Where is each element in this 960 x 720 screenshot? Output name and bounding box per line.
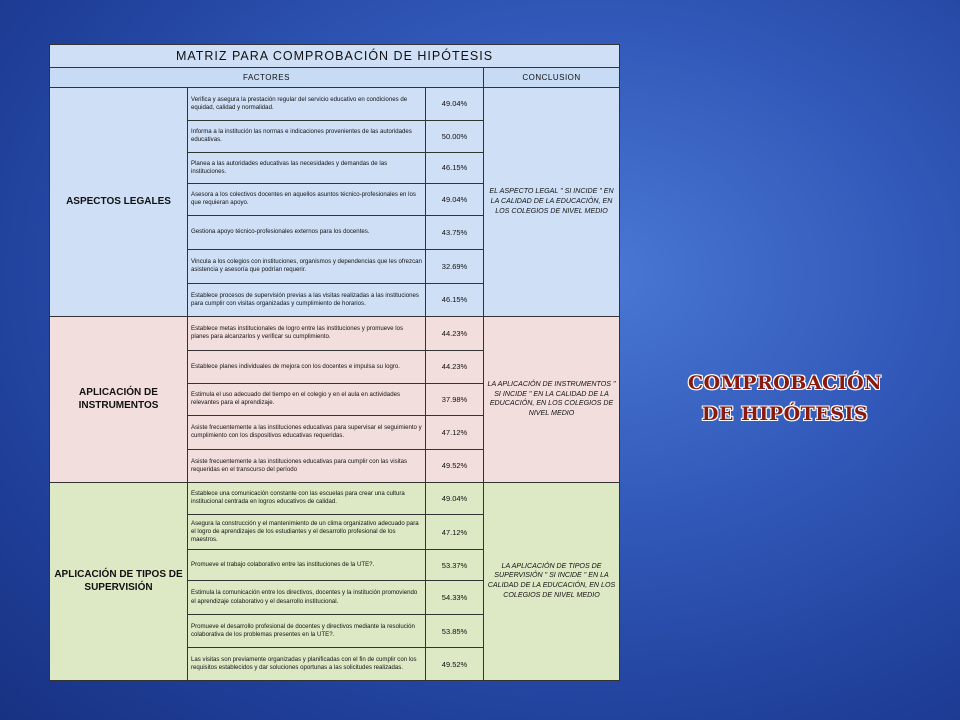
matrix-title-row bbox=[50, 45, 620, 68]
category-cell: APLICACIÓN DE TIPOS DE SUPERVISIÓN bbox=[50, 482, 188, 680]
factor-percentage: 44.23% bbox=[426, 350, 484, 384]
factor-percentage: 53.85% bbox=[426, 614, 484, 648]
factor-description: Asesora a los colectivos docentes en aquellos asuntos técnico-profesionales en los que requieran apoyo. bbox=[188, 184, 426, 215]
factor-description: Asiste frecuentemente a las instituciones educativas para supervisar el seguimiento y cumplimiento con los dispositivos educativas requeridas. bbox=[188, 415, 426, 450]
factor-description: Asiste frecuentemente a las instituciones educativas para cumplir con las visitas requeridas en el transcurso del período bbox=[188, 450, 426, 483]
conclusion-cell: EL ASPECTO LEGAL " SI INCIDE " EN LA CALIDAD DE LA EDUCACIÓN, EN LOS COLEGIOS DE NIVEL MEDIO bbox=[484, 87, 620, 317]
factor-percentage: 32.69% bbox=[426, 250, 484, 284]
conclusion-cell: LA APLICACIÓN DE INSTRUMENTOS " SI INCIDE " EN LA CALIDAD DE LA EDUCACIÓN, EN LOS COLEGIOS DE NIVEL MEDIO bbox=[484, 317, 620, 483]
factor-description: Gestiona apoyo técnico-profesionales externos para los docentes. bbox=[188, 215, 426, 250]
category-cell: ASPECTOS LEGALES bbox=[50, 87, 188, 317]
matrix-title: MATRIZ PARA COMPROBACIÓN DE HIPÓTESIS bbox=[50, 45, 620, 68]
factor-description: Vincula a los colegios con instituciones, organismos y dependencias que les ofrezcan asistencia y asesoría que podrían requerir. bbox=[188, 250, 426, 284]
factor-description: Asegura la construcción y el mantenimiento de un clima organizativo adecuado para el logro de aprendizajes de los estudiantes y el desarrollo profesional de los maestros. bbox=[188, 515, 426, 550]
factor-description: Establece procesos de supervisión previas a las visitas realizadas a las instituciones para cumplir con visitas organizadas y cumplimiento de horarios. bbox=[188, 283, 426, 317]
factor-percentage: 49.04% bbox=[426, 482, 484, 515]
slide-title bbox=[640, 368, 930, 430]
slide-title-line-2: DE HIPÓTESIS bbox=[701, 403, 869, 425]
factor-description: Las visitas son previamente organizadas y planificadas con el fin de cumplir con los requisitos establecidos y dar soluciones oportunas a las solicitudes realizadas. bbox=[188, 648, 426, 681]
factors-header: FACTORES bbox=[50, 68, 484, 87]
factor-description: Informa a la institución las normas e indicaciones provenientes de las autoridades educativas. bbox=[188, 121, 426, 152]
factor-description: Establece metas institucionales de logro entre las instituciones y promueve los planes para alcanzarlos y verificar su cumplimiento. bbox=[188, 317, 426, 351]
factor-percentage: 50.00% bbox=[426, 121, 484, 152]
factor-percentage: 46.15% bbox=[426, 283, 484, 317]
factor-percentage: 49.52% bbox=[426, 648, 484, 681]
factor-percentage: 49.04% bbox=[426, 87, 484, 121]
factor-percentage: 37.98% bbox=[426, 384, 484, 415]
factor-percentage: 47.12% bbox=[426, 515, 484, 550]
factor-percentage: 47.12% bbox=[426, 415, 484, 450]
hypothesis-matrix-table bbox=[49, 44, 620, 681]
factor-row bbox=[50, 482, 620, 515]
factor-percentage: 44.23% bbox=[426, 317, 484, 351]
factor-row bbox=[50, 87, 620, 121]
factor-percentage: 54.33% bbox=[426, 581, 484, 615]
factor-description: Establece una comunicación constante con las escuelas para crear una cultura institucional centrada en logros educativos de calidad. bbox=[188, 482, 426, 515]
category-cell: APLICACIÓN DE INSTRUMENTOS bbox=[50, 317, 188, 483]
factor-description: Promueve el desarrollo profesional de docentes y directivos mediante la resolución colaborativa de los problemas presentes en la UTE?. bbox=[188, 614, 426, 648]
matrix-header-row bbox=[50, 68, 620, 87]
factor-description: Establece planes individuales de mejora con los docentes e impulsa su logro. bbox=[188, 350, 426, 384]
factor-description: Planea a las autoridades educativas las necesidades y demandas de las instituciones. bbox=[188, 152, 426, 183]
matrix-body bbox=[50, 45, 620, 681]
factor-row bbox=[50, 317, 620, 351]
factor-description: Verifica y asegura la prestación regular del servicio educativo en condiciones de equidad, calidad y normalidad. bbox=[188, 87, 426, 121]
factor-percentage: 43.75% bbox=[426, 215, 484, 250]
factor-percentage: 46.15% bbox=[426, 152, 484, 183]
conclusion-header: CONCLUSION bbox=[484, 68, 620, 87]
conclusion-cell: LA APLICACIÓN DE TIPOS DE SUPERVISIÓN " SI INCIDE " EN LA CALIDAD DE LA EDUCACIÓN, EN LOS COLEGIOS DE NIVEL MEDIO bbox=[484, 482, 620, 680]
factor-percentage: 49.52% bbox=[426, 450, 484, 483]
factor-description: Estimula la comunicación entre los directivos, docentes y la institución promoviendo el aprendizaje colaborativo y el desarrollo institucional. bbox=[188, 581, 426, 615]
slide-title-line-1: COMPROBACIÓN bbox=[687, 372, 883, 394]
factor-description: Estimula el uso adecuado del tiempo en el colegio y en el aula en actividades relevantes para el aprendizaje. bbox=[188, 384, 426, 415]
factor-percentage: 53.37% bbox=[426, 549, 484, 580]
factor-percentage: 49.04% bbox=[426, 184, 484, 215]
factor-description: Promueve el trabajo colaborativo entre las instituciones de la UTE?. bbox=[188, 549, 426, 580]
